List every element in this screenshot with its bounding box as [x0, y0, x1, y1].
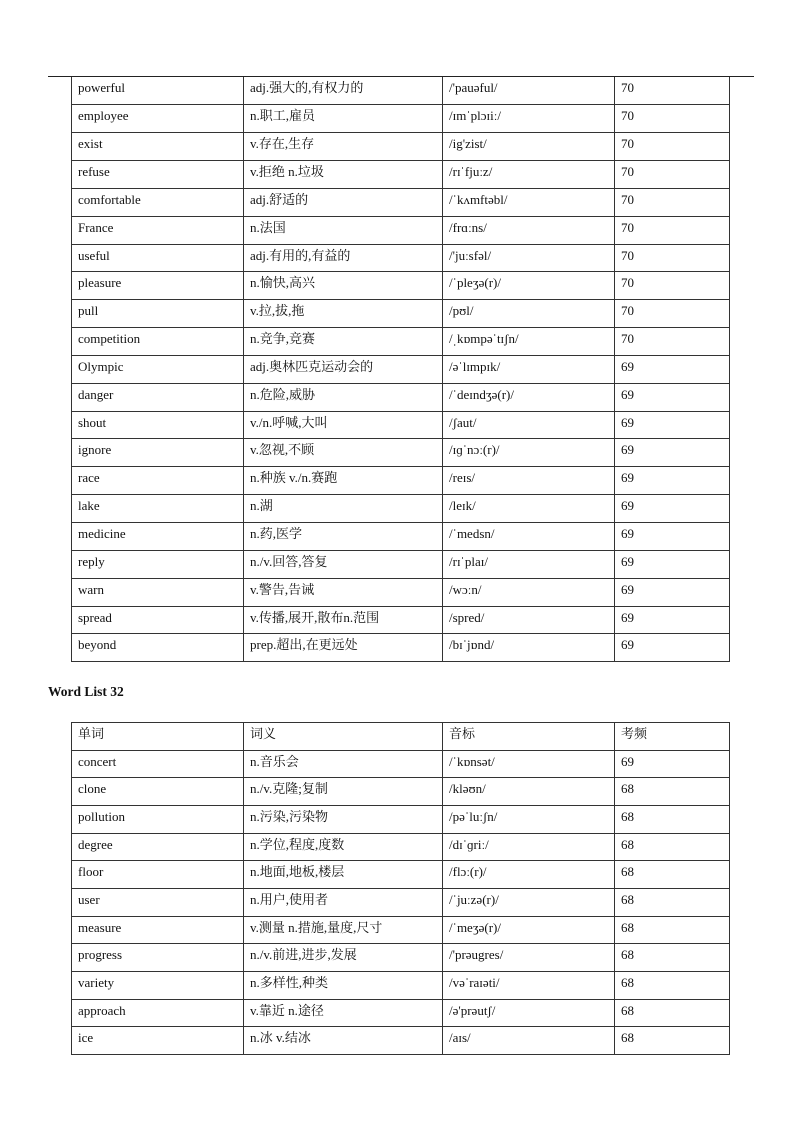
word-cell: France: [72, 216, 244, 244]
meaning-cell: n./v.回答,答复: [244, 550, 443, 578]
meaning-cell: n.学位,程度,度数: [244, 833, 443, 861]
table-row: [72, 355, 730, 383]
meaning-cell: n.职工,雇员: [244, 105, 443, 133]
word-cell: approach: [72, 999, 244, 1027]
table-row: [72, 971, 730, 999]
frequency-cell: 68: [615, 916, 730, 944]
word-cell: beyond: [72, 634, 244, 662]
frequency-cell: 69: [615, 634, 730, 662]
phonetic-cell: /aɪs/: [443, 1027, 615, 1055]
table-row: [72, 133, 730, 161]
table-row: [72, 861, 730, 889]
meaning-cell: v./n.呼喊,大叫: [244, 411, 443, 439]
table-row: [72, 805, 730, 833]
word-cell: ice: [72, 1027, 244, 1055]
frequency-cell: 69: [615, 467, 730, 495]
meaning-cell: n.种族 v./n.赛跑: [244, 467, 443, 495]
frequency-cell: 70: [615, 133, 730, 161]
frequency-cell: 69: [615, 750, 730, 778]
vocabulary-table-body: [72, 77, 730, 662]
word-cell: medicine: [72, 523, 244, 551]
frequency-cell: 68: [615, 944, 730, 972]
meaning-cell: v.测量 n.措施,量度,尺寸: [244, 916, 443, 944]
frequency-cell: 70: [615, 77, 730, 105]
phonetic-cell: /'juːsfəl/: [443, 244, 615, 272]
meaning-cell: n.湖: [244, 495, 443, 523]
phonetic-cell: /rɪˈplaɪ/: [443, 550, 615, 578]
table-row: [72, 439, 730, 467]
header-word: 单词: [72, 723, 244, 751]
table-row: [72, 888, 730, 916]
word-cell: race: [72, 467, 244, 495]
frequency-cell: 69: [615, 355, 730, 383]
frequency-cell: 70: [615, 188, 730, 216]
meaning-cell: n.污染,污染物: [244, 805, 443, 833]
word-cell: floor: [72, 861, 244, 889]
table-row: [72, 495, 730, 523]
frequency-cell: 69: [615, 523, 730, 551]
table-row: [72, 550, 730, 578]
table-row: [72, 328, 730, 356]
meaning-cell: n.多样性,种类: [244, 971, 443, 999]
word-cell: warn: [72, 578, 244, 606]
phonetic-cell: /flɔː(r)/: [443, 861, 615, 889]
frequency-cell: 70: [615, 105, 730, 133]
word-cell: clone: [72, 778, 244, 806]
frequency-cell: 70: [615, 272, 730, 300]
frequency-cell: 68: [615, 805, 730, 833]
phonetic-cell: /ˈkɒnsət/: [443, 750, 615, 778]
meaning-cell: adj.有用的,有益的: [244, 244, 443, 272]
phonetic-cell: /leɪk/: [443, 495, 615, 523]
header-frequency: 考频: [615, 723, 730, 751]
meaning-cell: v.拉,拔,拖: [244, 300, 443, 328]
phonetic-cell: /wɔːn/: [443, 578, 615, 606]
table-header-row: [72, 723, 730, 751]
phonetic-cell: /pʊl/: [443, 300, 615, 328]
phonetic-cell: /əˈlɪmpɪk/: [443, 355, 615, 383]
meaning-cell: v.传播,展开,散布n.范围: [244, 606, 443, 634]
vocabulary-table-continued: [71, 77, 730, 662]
header-phonetic: 音标: [443, 723, 615, 751]
meaning-cell: n.竞争,竞赛: [244, 328, 443, 356]
word-cell: pleasure: [72, 272, 244, 300]
frequency-cell: 68: [615, 1027, 730, 1055]
word-cell: competition: [72, 328, 244, 356]
phonetic-cell: /ig'zist/: [443, 133, 615, 161]
table-row: [72, 216, 730, 244]
word-cell: pollution: [72, 805, 244, 833]
word-cell: lake: [72, 495, 244, 523]
vocabulary-table-word-list-32: [71, 722, 730, 1055]
table-row: [72, 467, 730, 495]
word-cell: comfortable: [72, 188, 244, 216]
table-row: [72, 833, 730, 861]
meaning-cell: n./v.前进,进步,发展: [244, 944, 443, 972]
table-row: [72, 606, 730, 634]
table-row: [72, 244, 730, 272]
phonetic-cell: /ˈpleʒə(r)/: [443, 272, 615, 300]
word-cell: refuse: [72, 161, 244, 189]
table-row: [72, 188, 730, 216]
meaning-cell: n.药,医学: [244, 523, 443, 551]
phonetic-cell: /'prəugres/: [443, 944, 615, 972]
phonetic-cell: /dɪˈɡriː/: [443, 833, 615, 861]
frequency-cell: 69: [615, 550, 730, 578]
word-cell: ignore: [72, 439, 244, 467]
word-list-heading: Word List 32: [48, 684, 124, 699]
frequency-cell: 69: [615, 411, 730, 439]
table-row: [72, 161, 730, 189]
phonetic-cell: /pəˈluːʃn/: [443, 805, 615, 833]
meaning-cell: adj.强大的,有权力的: [244, 77, 443, 105]
meaning-cell: v.存在,生存: [244, 133, 443, 161]
phonetic-cell: /ɪmˈplɔɪiː/: [443, 105, 615, 133]
meaning-cell: n.音乐会: [244, 750, 443, 778]
word-cell: powerful: [72, 77, 244, 105]
phonetic-cell: /ˈjuːzə(r)/: [443, 888, 615, 916]
word-cell: useful: [72, 244, 244, 272]
meaning-cell: n.地面,地板,楼层: [244, 861, 443, 889]
header-meaning: 词义: [244, 723, 443, 751]
phonetic-cell: /frɑːns/: [443, 216, 615, 244]
word-cell: danger: [72, 383, 244, 411]
phonetic-cell: /bɪˈjɒnd/: [443, 634, 615, 662]
meaning-cell: v.警告,告诫: [244, 578, 443, 606]
phonetic-cell: /'pauəful/: [443, 77, 615, 105]
table-row: [72, 916, 730, 944]
vocabulary-table-body: [72, 750, 730, 1054]
phonetic-cell: /ˌkɒmpəˈtɪʃn/: [443, 328, 615, 356]
frequency-cell: 68: [615, 999, 730, 1027]
table-row: [72, 411, 730, 439]
frequency-cell: 70: [615, 216, 730, 244]
frequency-cell: 70: [615, 244, 730, 272]
frequency-cell: 68: [615, 861, 730, 889]
phonetic-cell: /ˈmeʒə(r)/: [443, 916, 615, 944]
meaning-cell: n./v.克隆;复制: [244, 778, 443, 806]
frequency-cell: 69: [615, 606, 730, 634]
phonetic-cell: /ˈmedsn/: [443, 523, 615, 551]
table-row: [72, 383, 730, 411]
word-cell: pull: [72, 300, 244, 328]
phonetic-cell: /ʃaut/: [443, 411, 615, 439]
table-row: [72, 750, 730, 778]
table-row: [72, 300, 730, 328]
frequency-cell: 70: [615, 328, 730, 356]
meaning-cell: adj.舒适的: [244, 188, 443, 216]
table-row: [72, 77, 730, 105]
meaning-cell: n.冰 v.结冰: [244, 1027, 443, 1055]
word-cell: measure: [72, 916, 244, 944]
meaning-cell: n.危险,威胁: [244, 383, 443, 411]
phonetic-cell: /vəˈraɪəti/: [443, 971, 615, 999]
word-cell: Olympic: [72, 355, 244, 383]
meaning-cell: prep.超出,在更远处: [244, 634, 443, 662]
frequency-cell: 70: [615, 300, 730, 328]
frequency-cell: 69: [615, 383, 730, 411]
phonetic-cell: /rɪˈfjuːz/: [443, 161, 615, 189]
table-row: [72, 634, 730, 662]
frequency-cell: 69: [615, 439, 730, 467]
phonetic-cell: /spred/: [443, 606, 615, 634]
frequency-cell: 69: [615, 578, 730, 606]
meaning-cell: v.忽视,不顾: [244, 439, 443, 467]
phonetic-cell: /kləʊn/: [443, 778, 615, 806]
table-row: [72, 272, 730, 300]
word-cell: variety: [72, 971, 244, 999]
meaning-cell: v.拒绝 n.垃圾: [244, 161, 443, 189]
word-cell: exist: [72, 133, 244, 161]
table-row: [72, 1027, 730, 1055]
word-cell: progress: [72, 944, 244, 972]
meaning-cell: adj.奥林匹克运动会的: [244, 355, 443, 383]
table-row: [72, 578, 730, 606]
frequency-cell: 68: [615, 888, 730, 916]
table-row: [72, 999, 730, 1027]
frequency-cell: 69: [615, 495, 730, 523]
word-cell: employee: [72, 105, 244, 133]
word-cell: shout: [72, 411, 244, 439]
table-row: [72, 944, 730, 972]
word-cell: user: [72, 888, 244, 916]
frequency-cell: 68: [615, 971, 730, 999]
word-cell: spread: [72, 606, 244, 634]
frequency-cell: 68: [615, 833, 730, 861]
table-row: [72, 778, 730, 806]
phonetic-cell: /ə'prəutʃ/: [443, 999, 615, 1027]
word-cell: concert: [72, 750, 244, 778]
word-cell: degree: [72, 833, 244, 861]
table-row: [72, 523, 730, 551]
word-cell: reply: [72, 550, 244, 578]
meaning-cell: n.用户,使用者: [244, 888, 443, 916]
frequency-cell: 70: [615, 161, 730, 189]
meaning-cell: n.法国: [244, 216, 443, 244]
meaning-cell: n.愉快,高兴: [244, 272, 443, 300]
frequency-cell: 68: [615, 778, 730, 806]
phonetic-cell: /reɪs/: [443, 467, 615, 495]
meaning-cell: v.靠近 n.途径: [244, 999, 443, 1027]
phonetic-cell: /ˈdeɪndʒə(r)/: [443, 383, 615, 411]
phonetic-cell: /ˈkʌmftəbl/: [443, 188, 615, 216]
phonetic-cell: /ɪɡˈnɔː(r)/: [443, 439, 615, 467]
table-row: [72, 105, 730, 133]
